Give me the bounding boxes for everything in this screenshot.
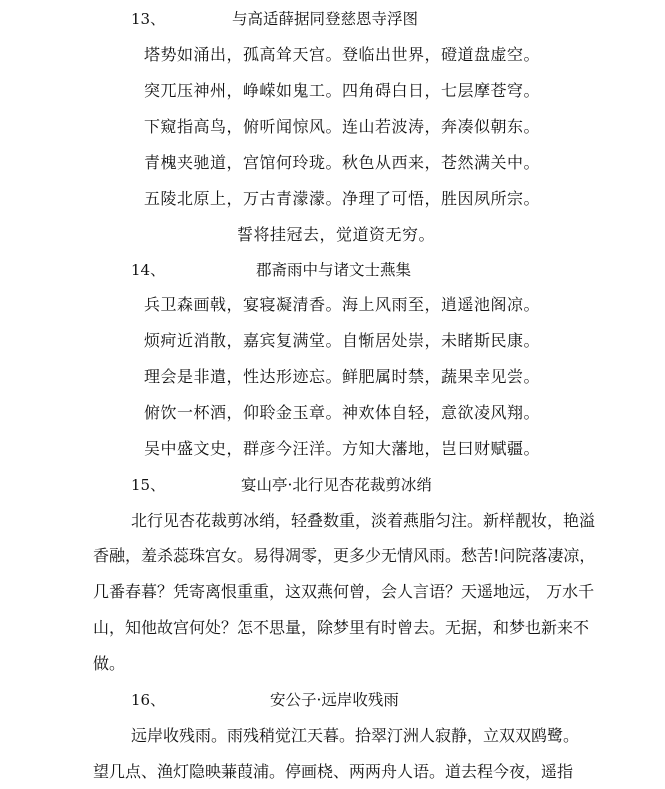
prose-line: 北行见杏花裁剪冰绡，轻叠数重，淡着燕脂匀注。新样靓妆，艳溢 bbox=[131, 511, 596, 530]
poem-number: 14、 bbox=[131, 261, 166, 279]
poem-number: 15、 bbox=[131, 476, 166, 494]
poem-line: 下窥指高鸟，俯听闻惊风。连山若波涛，奔凑似朝东。 bbox=[144, 117, 541, 136]
poem-title: 郡斋雨中与诸文士燕集 bbox=[256, 261, 412, 279]
poem-title: 安公子·远岸收残雨 bbox=[270, 691, 399, 709]
poem-line: 烦疴近消散，嘉宾复满堂。自惭居处崇，未睹斯民康。 bbox=[144, 331, 541, 350]
poem-line: 俯饮一杯酒，仰聆金玉章。神欢体自轻，意欲凌风翔。 bbox=[144, 403, 541, 422]
prose-line: 望几点、渔灯隐映蒹葭浦。停画桡、两两舟人语。道去程今夜，遥指 bbox=[93, 762, 574, 781]
poem-line: 吴中盛文史，群彦今汪洋。方知大藩地，岂曰财赋疆。 bbox=[144, 439, 541, 458]
poem-line: 理会是非遣，性达形迹忘。鲜肥属时禁，蔬果幸见尝。 bbox=[144, 367, 541, 386]
poem-line: 青槐夹驰道，宫馆何玲珑。秋色从西来，苍然满关中。 bbox=[144, 153, 541, 172]
poem-line: 五陵北原上，万古青濛濛。净理了可悟，胜因夙所宗。 bbox=[144, 189, 541, 208]
poem-line: 突兀压神州，峥嵘如鬼工。四角碍白日，七层摩苍穹。 bbox=[144, 81, 541, 100]
poem-title: 与高适薛据同登慈恩寺浮图 bbox=[232, 10, 419, 28]
poem-number: 13、 bbox=[131, 10, 166, 28]
poem-number: 16、 bbox=[131, 691, 166, 709]
prose-line: 远岸收残雨。雨残稍觉江天暮。拾翠汀洲人寂静，立双双鸥鹭。 bbox=[131, 726, 580, 745]
prose-line: 香融，羞杀蕊珠宫女。易得凋零，更多少无情风雨。愁苦!问院落凄凉， bbox=[93, 546, 596, 565]
poem-line: 兵卫森画戟，宴寝凝清香。海上风雨至，逍遥池阁凉。 bbox=[144, 295, 541, 314]
prose-line: 山，知他故宫何处？怎不思量，除梦里有时曾去。无据，和梦也新来不 bbox=[93, 618, 590, 637]
poem-line: 塔势如涌出，孤高耸天宫。登临出世界，磴道盘虚空。 bbox=[144, 45, 541, 64]
poem-line: 誓将挂冠去，觉道资无穷。 bbox=[237, 225, 436, 244]
poem-title: 宴山亭·北行见杏花裁剪冰绡 bbox=[241, 476, 432, 494]
prose-line: 做。 bbox=[93, 654, 126, 673]
prose-line: 几番春暮？凭寄离恨重重，这双燕何曾，会人言语？天遥地远， 万水千 bbox=[93, 582, 595, 601]
